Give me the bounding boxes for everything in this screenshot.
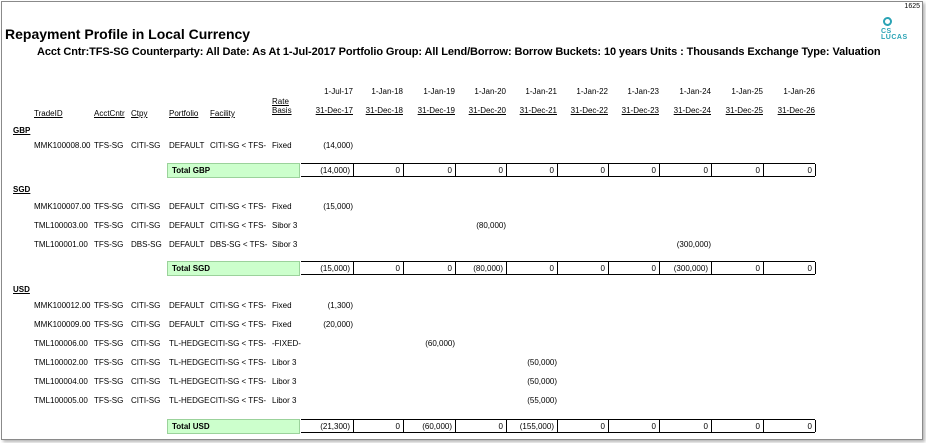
total-label: Total GBP [172,166,211,175]
cell-portfolio: DEFAULT [169,202,205,211]
bucket-to-date: 31-Dec-25 [725,106,763,115]
cell-portfolio: DEFAULT [169,240,205,249]
cell-facility: CITI-SG < TFS- [210,202,267,211]
cell-ctpy: CITI-SG [131,320,161,329]
logo-text-line2: LUCAS [881,34,908,41]
total-bucket-value: 0 [651,422,656,431]
cell-facility: DBS-SG < TFS- [210,240,268,249]
cell-portfolio: DEFAULT [169,320,205,329]
total-bucket-value: (80,000) [473,264,503,273]
cell-trade-id: TML100004.00 [34,377,88,386]
cell-acct-cntr: TFS-SG [94,240,124,249]
total-bucket-value: (15,000) [320,264,350,273]
cell-bucket-value: (50,000) [527,358,557,367]
bucket-to-date: 31-Dec-23 [621,106,659,115]
cell-rate-basis: Sibor 3 [272,221,298,230]
total-bucket-value: 0 [651,166,656,175]
cell-facility: CITI-SG < TFS- [210,358,267,367]
cell-portfolio: DEFAULT [169,141,205,150]
logo-ring-icon [883,17,892,26]
report-title: Repayment Profile in Local Currency [5,26,251,42]
bucket-from-date: 1-Jan-25 [731,87,763,96]
cell-bucket-value: (50,000) [527,377,557,386]
cell-trade-id: TML100001.00 [34,240,88,249]
currency-heading: USD [13,285,30,294]
cell-acct-cntr: TFS-SG [94,358,124,367]
cell-acct-cntr: TFS-SG [94,377,124,386]
total-bucket-value: (155,000) [519,422,554,431]
cell-ctpy: CITI-SG [131,202,161,211]
cell-rate-basis: Fixed [272,320,292,329]
total-label: Total SGD [172,264,211,273]
bucket-from-date: 1-Jan-23 [627,87,659,96]
cell-ctpy: CITI-SG [131,339,161,348]
cell-acct-cntr: TFS-SG [94,202,124,211]
cell-bucket-value: (20,000) [323,320,353,329]
bucket-to-date: 31-Dec-24 [673,106,711,115]
cell-rate-basis: -FIXED- [272,339,301,348]
total-bucket-value: 0 [600,166,605,175]
total-bucket-value: 0 [755,422,760,431]
cell-bucket-value: (80,000) [476,221,506,230]
total-bucket-value: 0 [703,422,708,431]
cell-rate-basis: Libor 3 [272,396,297,405]
page-number: 1625 [904,3,920,10]
bucket-to-date: 31-Dec-18 [365,106,403,115]
total-bucket-value: (300,000) [673,264,708,273]
column-header-rate: Rate [272,97,289,106]
cell-rate-basis: Libor 3 [272,377,297,386]
bucket-to-date: 31-Dec-21 [519,106,557,115]
column-header-trade-id: TradeID [34,109,63,118]
cell-trade-id: TML100003.00 [34,221,88,230]
currency-heading: SGD [13,185,31,194]
currency-heading: GBP [13,126,31,135]
cell-portfolio: TL-HEDGE [169,396,210,405]
total-bucket-value: 0 [600,422,605,431]
cell-trade-id: TML100006.00 [34,339,88,348]
cell-acct-cntr: TFS-SG [94,320,124,329]
cell-trade-id: MMK100008.00 [34,141,91,150]
cell-portfolio: TL-HEDGE [169,339,210,348]
cell-rate-basis: Fixed [272,141,292,150]
bucket-from-date: 1-Jan-19 [423,87,455,96]
total-bucket-value: 0 [651,264,656,273]
cell-ctpy: CITI-SG [131,301,161,310]
bucket-to-date: 31-Dec-20 [468,106,506,115]
cell-portfolio: TL-HEDGE [169,358,210,367]
column-header-ctpy: Ctpy [131,109,148,118]
total-bucket-value: 0 [498,166,503,175]
bucket-to-date: 31-Dec-22 [570,106,608,115]
total-bucket-value: 0 [395,166,400,175]
total-bucket-value: 0 [447,264,452,273]
cell-ctpy: CITI-SG [131,358,161,367]
cell-bucket-value: (1,300) [327,301,353,310]
total-column-separator [815,164,816,176]
total-bucket-value: 0 [807,166,812,175]
column-header-acct-cntr: AcctCntr [94,109,125,118]
total-bucket-value: 0 [703,166,708,175]
cell-portfolio: DEFAULT [169,301,205,310]
total-bucket-value: (21,300) [320,422,350,431]
cell-ctpy: DBS-SG [131,240,162,249]
cell-acct-cntr: TFS-SG [94,221,124,230]
cell-acct-cntr: TFS-SG [94,396,124,405]
total-bucket-value: 0 [807,264,812,273]
total-bucket-value: 0 [600,264,605,273]
cell-acct-cntr: TFS-SG [94,339,124,348]
cell-trade-id: TML100005.00 [34,396,88,405]
cell-facility: CITI-SG < TFS- [210,377,267,386]
bucket-from-date: 1-Jan-20 [474,87,506,96]
total-bucket-value: 0 [498,422,503,431]
cell-facility: CITI-SG < TFS- [210,141,267,150]
total-bucket-value: 0 [447,166,452,175]
cell-bucket-value: (300,000) [676,240,711,249]
cell-bucket-value: (60,000) [425,339,455,348]
total-column-separator [815,262,816,274]
bucket-from-date: 1-Jan-22 [576,87,608,96]
total-bucket-value: 0 [755,264,760,273]
total-bucket-value: 0 [755,166,760,175]
bucket-to-date: 31-Dec-19 [417,106,455,115]
cell-trade-id: MMK100009.00 [34,320,91,329]
bucket-from-date: 1-Jan-26 [783,87,815,96]
bucket-to-date: 31-Dec-17 [315,106,353,115]
total-bucket-value: 0 [395,422,400,431]
total-label: Total USD [172,422,210,431]
total-bucket-value: 0 [549,264,554,273]
cell-rate-basis: Sibor 3 [272,240,298,249]
bucket-from-date: 1-Jan-21 [525,87,557,96]
cell-rate-basis: Libor 3 [272,358,297,367]
bucket-to-date: 31-Dec-26 [777,106,815,115]
logo-text-line1: CS [881,28,892,35]
cell-trade-id: MMK100007.00 [34,202,91,211]
report-parameters: Acct Cntr:TFS-SG Counterparty: All Date: As At 1-Jul-2017 Portfolio Group: All Lend/Borrow: Borrow Buckets: 10 years Units : Thousands Exchange Type: Valuation [37,46,881,58]
cell-ctpy: CITI-SG [131,396,161,405]
cell-trade-id: TML100002.00 [34,358,88,367]
column-header-facility: Facility [210,109,235,118]
cell-rate-basis: Fixed [272,202,292,211]
cs-lucas-logo [880,16,910,42]
cell-portfolio: DEFAULT [169,221,205,230]
total-bucket-value: 0 [807,422,812,431]
column-header-portfolio: Portfolio [169,109,199,118]
cell-ctpy: CITI-SG [131,377,161,386]
total-bucket-value: (60,000) [422,422,452,431]
bucket-from-date: 1-Jan-24 [679,87,711,96]
bucket-from-date: 1-Jan-18 [371,87,403,96]
cell-facility: CITI-SG < TFS- [210,320,267,329]
cell-acct-cntr: TFS-SG [94,141,124,150]
cell-facility: CITI-SG < TFS- [210,339,267,348]
cell-trade-id: MMK100012.00 [34,301,91,310]
cell-rate-basis: Fixed [272,301,292,310]
cell-portfolio: TL-HEDGE [169,377,210,386]
cell-ctpy: CITI-SG [131,221,161,230]
total-bucket-value: (14,000) [320,166,350,175]
cell-facility: CITI-SG < TFS- [210,301,267,310]
bucket-from-date: 1-Jul-17 [324,87,353,96]
cell-ctpy: CITI-SG [131,141,161,150]
column-header-basis: Basis [272,106,292,115]
total-column-separator [815,420,816,432]
total-bucket-value: 0 [395,264,400,273]
cell-facility: CITI-SG < TFS- [210,396,267,405]
cell-facility: CITI-SG < TFS- [210,221,267,230]
cell-acct-cntr: TFS-SG [94,301,124,310]
cell-bucket-value: (14,000) [323,141,353,150]
cell-bucket-value: (15,000) [323,202,353,211]
cell-bucket-value: (55,000) [527,396,557,405]
total-bucket-value: 0 [549,166,554,175]
